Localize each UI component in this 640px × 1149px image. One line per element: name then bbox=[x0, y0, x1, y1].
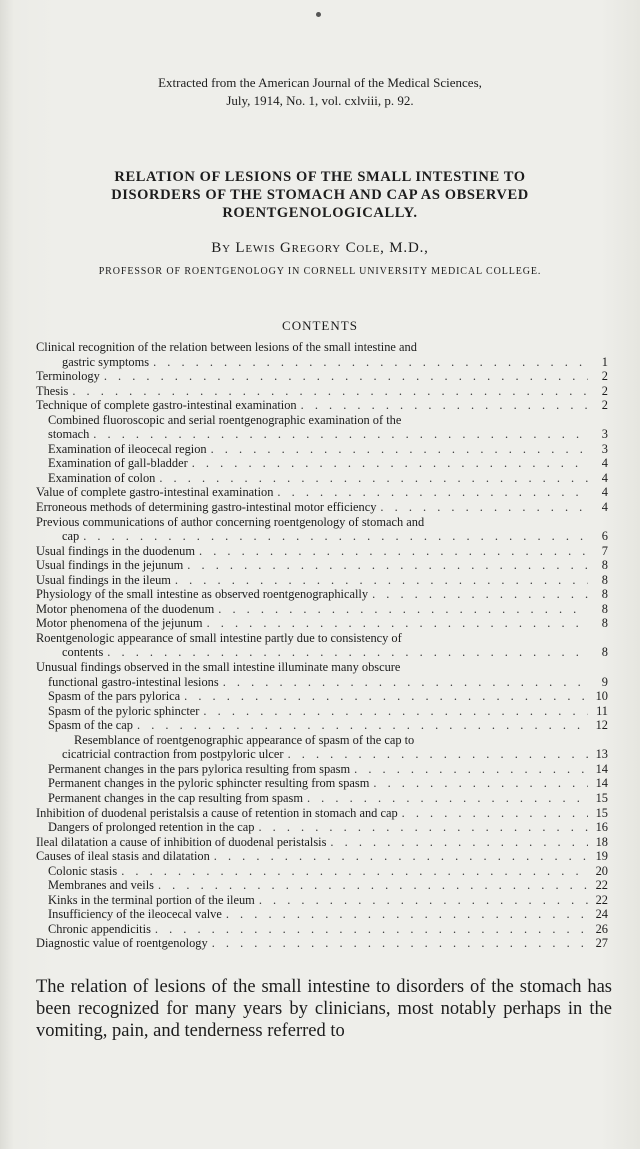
toc-entry bbox=[36, 762, 608, 777]
toc-entry bbox=[36, 456, 608, 471]
dot-leader bbox=[117, 864, 588, 879]
toc-entry bbox=[36, 747, 608, 762]
toc-entry bbox=[36, 500, 608, 515]
toc-entry bbox=[36, 806, 608, 821]
dot-leader bbox=[369, 776, 588, 791]
author-byline: By Lewis Gregory Cole, M.D., bbox=[211, 240, 429, 256]
toc-entry bbox=[36, 369, 608, 384]
toc-entry bbox=[36, 631, 608, 646]
toc-entry-title: cap bbox=[62, 529, 80, 544]
toc-entry-title: Examination of ileocecal region bbox=[48, 441, 207, 456]
toc-entry bbox=[36, 413, 608, 428]
toc-entry bbox=[36, 936, 608, 951]
dot-leader bbox=[326, 835, 588, 850]
toc-entry bbox=[36, 384, 608, 399]
toc-page-number: 15 bbox=[595, 790, 608, 805]
dot-leader bbox=[103, 645, 588, 660]
dot-leader bbox=[208, 936, 588, 951]
dot-leader bbox=[149, 355, 588, 370]
toc-page-number: 8 bbox=[601, 616, 608, 631]
toc-page-number: 24 bbox=[595, 907, 608, 922]
toc-entry bbox=[36, 355, 608, 370]
toc-entry-title: Spasm of the cap bbox=[48, 718, 133, 733]
ink-dot bbox=[316, 12, 321, 17]
dot-leader bbox=[284, 747, 588, 762]
toc-entry-title: gastric symptoms bbox=[62, 354, 150, 369]
dot-leader bbox=[273, 485, 588, 500]
toc-page-number: 14 bbox=[595, 776, 608, 791]
extract-note bbox=[0, 74, 640, 110]
toc-entry-title: Spasm of the pyloric sphincter bbox=[48, 703, 200, 718]
toc-entry-title: Technique of complete gastro-intestinal examination bbox=[36, 398, 297, 413]
toc-entry-title: Motor phenomena of the duodenum bbox=[36, 601, 215, 616]
contents-heading: CONTENTS bbox=[282, 318, 358, 333]
toc-entry bbox=[36, 893, 608, 908]
toc-entry-title: Insufficiency of the ileocecal valve bbox=[48, 907, 222, 922]
dot-leader bbox=[199, 704, 588, 719]
toc-page-number: 8 bbox=[601, 645, 608, 660]
toc-entry bbox=[36, 820, 608, 835]
dot-leader bbox=[222, 907, 588, 922]
toc-entry-title: Unusual findings observed in the small intestine illuminate many obscure bbox=[36, 660, 401, 675]
toc-page-number: 20 bbox=[595, 863, 608, 878]
toc-entry bbox=[36, 558, 608, 573]
toc-entry bbox=[36, 485, 608, 500]
toc-entry-title: Colonic stasis bbox=[48, 863, 118, 878]
dot-leader bbox=[297, 398, 588, 413]
dot-leader bbox=[207, 442, 588, 457]
dot-leader bbox=[79, 529, 588, 544]
toc-page-number: 4 bbox=[601, 500, 608, 515]
dot-leader bbox=[398, 806, 588, 821]
dot-leader bbox=[183, 558, 588, 573]
toc-page-number: 8 bbox=[601, 572, 608, 587]
toc-entry-title: Permanent changes in the pyloric sphincter resulting from spasm bbox=[48, 776, 370, 791]
toc-page-number: 14 bbox=[595, 761, 608, 776]
toc-entry bbox=[36, 922, 608, 937]
toc-entry-title: Value of complete gastro-intestinal examination bbox=[36, 485, 274, 500]
article-title bbox=[20, 168, 620, 222]
toc-page-number: 2 bbox=[601, 398, 608, 413]
toc-entry bbox=[36, 704, 608, 719]
toc-page-number: 12 bbox=[595, 718, 608, 733]
toc-entry bbox=[36, 471, 608, 486]
dot-leader bbox=[180, 689, 588, 704]
toc-entry bbox=[36, 544, 608, 559]
toc-entry bbox=[36, 660, 608, 675]
toc-entry-title: Motor phenomena of the jejunum bbox=[36, 616, 203, 631]
toc-page-number: 3 bbox=[601, 441, 608, 456]
toc-page-number: 27 bbox=[595, 936, 608, 951]
toc-entry-title: Permanent changes in the cap resulting from spasm bbox=[48, 790, 303, 805]
toc-entry bbox=[36, 602, 608, 617]
toc-entry bbox=[36, 529, 608, 544]
toc-entry-title: Usual findings in the ileum bbox=[36, 572, 171, 587]
table-of-contents bbox=[36, 340, 608, 951]
toc-entry-title: Dangers of prolonged retention in the cap bbox=[48, 820, 255, 835]
toc-page-number: 8 bbox=[601, 587, 608, 602]
toc-page-number: 22 bbox=[595, 878, 608, 893]
dot-leader bbox=[171, 573, 588, 588]
toc-entry-title: Examination of gall-bladder bbox=[48, 456, 188, 471]
dot-leader bbox=[155, 471, 588, 486]
toc-page-number: 13 bbox=[595, 747, 608, 762]
toc-entry-title: Clinical recognition of the relation between lesions of the small intestine and bbox=[36, 340, 417, 354]
extract-note-line-1: Extracted from the American Journal of the Medical Sciences, bbox=[158, 75, 482, 90]
toc-page-number: 22 bbox=[595, 892, 608, 907]
toc-entry-title: Thesis bbox=[36, 383, 69, 398]
toc-entry-title: Terminology bbox=[36, 369, 100, 384]
dot-leader bbox=[133, 718, 588, 733]
toc-entry-title: functional gastro-intestinal lesions bbox=[48, 674, 219, 689]
toc-entry bbox=[36, 573, 608, 588]
dot-leader bbox=[219, 675, 588, 690]
dot-leader bbox=[368, 587, 588, 602]
toc-entry bbox=[36, 878, 608, 893]
toc-page-number: 7 bbox=[601, 543, 608, 558]
author-affiliation: PROFESSOR OF ROENTGENOLOGY IN CORNELL UNIVERSITY MEDICAL COLLEGE. bbox=[98, 266, 542, 277]
toc-entry bbox=[36, 776, 608, 791]
toc-page-number: 2 bbox=[601, 383, 608, 398]
toc-entry-title: Diagnostic value of roentgenology bbox=[36, 936, 208, 951]
toc-entry bbox=[36, 645, 608, 660]
toc-entry-title: Combined fluoroscopic and serial roentgenographic examination of the bbox=[48, 412, 402, 427]
toc-entry-title: Inhibition of duodenal peristalsis a cause of retention in stomach and cap bbox=[36, 805, 398, 820]
toc-entry-title: Examination of colon bbox=[48, 470, 156, 485]
toc-page-number: 8 bbox=[601, 601, 608, 616]
dot-leader bbox=[350, 762, 588, 777]
article-title-line-1: RELATION OF LESIONS OF THE SMALL INTESTINE TO bbox=[114, 169, 526, 185]
toc-entry bbox=[36, 616, 608, 631]
toc-page-number: 4 bbox=[601, 456, 608, 471]
dot-leader bbox=[254, 820, 588, 835]
toc-page-number: 10 bbox=[595, 689, 608, 704]
toc-entry-title: Chronic appendicitis bbox=[48, 921, 151, 936]
toc-entry-title: Erroneous methods of determining gastro-intestinal motor efficiency bbox=[36, 500, 377, 515]
toc-entry bbox=[36, 907, 608, 922]
toc-entry-title: Physiology of the small intestine as observed roentgenographically bbox=[36, 587, 369, 602]
toc-page-number: 2 bbox=[601, 369, 608, 384]
toc-entry-title: contents bbox=[62, 645, 104, 660]
toc-page-number: 9 bbox=[601, 674, 608, 689]
extract-note-line-2: July, 1914, No. 1, vol. cxlviii, p. 92. bbox=[226, 93, 414, 108]
toc-page-number: 6 bbox=[601, 529, 608, 544]
toc-entry bbox=[36, 675, 608, 690]
toc-entry bbox=[36, 849, 608, 864]
toc-entry bbox=[36, 791, 608, 806]
toc-entry bbox=[36, 587, 608, 602]
toc-page-number: 1 bbox=[601, 354, 608, 369]
toc-entry-title: Causes of ileal stasis and dilatation bbox=[36, 849, 210, 864]
toc-page-number: 4 bbox=[601, 470, 608, 485]
dot-leader bbox=[154, 878, 588, 893]
toc-entry-title: Resemblance of roentgenographic appearance of spasm of the cap to bbox=[74, 732, 415, 747]
dot-leader bbox=[151, 922, 588, 937]
toc-page-number: 18 bbox=[595, 834, 608, 849]
toc-entry bbox=[36, 398, 608, 413]
toc-entry-title: Permanent changes in the pars pylorica resulting from spasm bbox=[48, 761, 351, 776]
body-paragraph: The relation of lesions of the small intestine to disorders of the stomach has been recognized for many years by clinicians, most notably perhaps in the vomiting, pain, and tenderness referred to bbox=[36, 977, 612, 1041]
toc-entry bbox=[36, 835, 608, 850]
toc-entry-title: Membranes and veils bbox=[48, 878, 154, 893]
dot-leader bbox=[188, 456, 588, 471]
toc-entry-title: Usual findings in the jejunum bbox=[36, 558, 184, 573]
toc-entry-title: stomach bbox=[48, 427, 90, 442]
toc-entry-title: Roentgenologic appearance of small intestine partly due to consistency of bbox=[36, 630, 402, 645]
dot-leader bbox=[376, 500, 588, 515]
toc-entry-title: Previous communications of author concerning roentgenology of stomach and bbox=[36, 514, 425, 529]
toc-entry bbox=[36, 442, 608, 457]
toc-entry-title: cicatricial contraction from postpyloric ulcer bbox=[62, 747, 284, 762]
dot-leader bbox=[255, 893, 588, 908]
dot-leader bbox=[203, 616, 588, 631]
toc-entry bbox=[36, 689, 608, 704]
toc-page-number: 11 bbox=[596, 703, 608, 718]
toc-page-number: 8 bbox=[601, 558, 608, 573]
toc-page-number: 19 bbox=[595, 849, 608, 864]
dot-leader bbox=[210, 849, 588, 864]
toc-entry-title: Kinks in the terminal portion of the ileum bbox=[48, 892, 255, 907]
dot-leader bbox=[303, 791, 588, 806]
dot-leader bbox=[195, 544, 588, 559]
toc-page-number: 3 bbox=[601, 427, 608, 442]
toc-entry bbox=[36, 864, 608, 879]
toc-page-number: 16 bbox=[595, 820, 608, 835]
article-title-line-2: DISORDERS OF THE STOMACH AND CAP AS OBSERVED bbox=[111, 187, 529, 203]
toc-entry bbox=[36, 718, 608, 733]
toc-entry-title: Usual findings in the duodenum bbox=[36, 543, 195, 558]
toc-entry bbox=[36, 515, 608, 530]
toc-entry bbox=[36, 733, 608, 748]
toc-page-number: 15 bbox=[595, 805, 608, 820]
toc-entry-title: Spasm of the pars pylorica bbox=[48, 689, 181, 704]
toc-entry-title: Ileal dilatation a cause of inhibition of duodenal peristalsis bbox=[36, 834, 327, 849]
toc-entry bbox=[36, 340, 608, 355]
dot-leader bbox=[89, 427, 588, 442]
toc-page-number: 26 bbox=[595, 921, 608, 936]
toc-entry bbox=[36, 427, 608, 442]
article-title-line-3: ROENTGENOLOGICALLY. bbox=[222, 205, 418, 221]
toc-page-number: 4 bbox=[601, 485, 608, 500]
dot-leader bbox=[68, 384, 588, 399]
dot-leader bbox=[214, 602, 588, 617]
dot-leader bbox=[100, 369, 588, 384]
